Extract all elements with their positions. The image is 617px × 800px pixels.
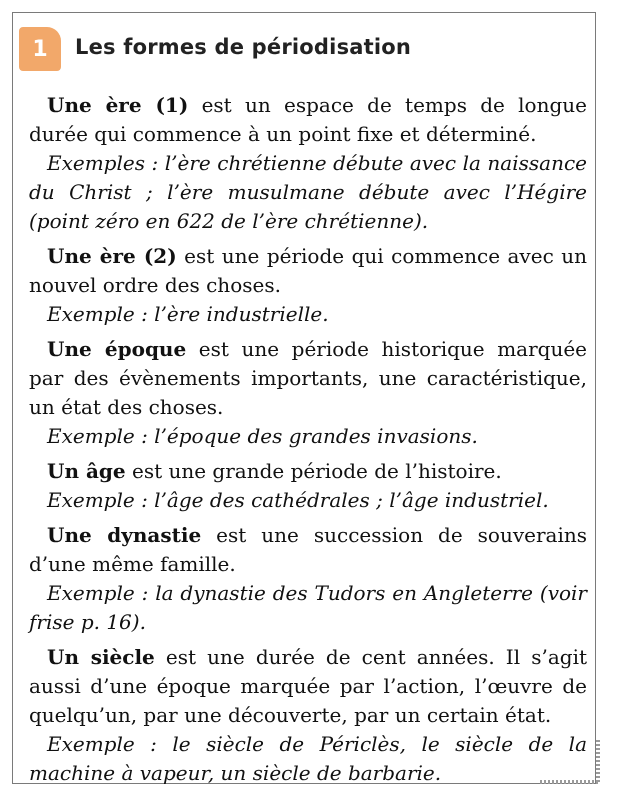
definition-paragraph <box>29 521 587 579</box>
definition-paragraph <box>29 643 587 730</box>
definitions-list <box>29 91 587 794</box>
term: Une ère (1) <box>47 93 189 117</box>
definition-text: est une période historique marquée par des évènements importants, une caractéristique, un état des choses. <box>29 337 588 419</box>
entry-ere-1 <box>29 91 587 236</box>
term: Une ère (2) <box>47 244 177 268</box>
document-frame <box>12 12 596 784</box>
definition-paragraph <box>29 335 587 422</box>
definition-text: est une durée de cent années. Il s’agit aussi d’une époque marquée par l’action, l’œuvre de quelqu’un, par une découverte, par un certain état. <box>29 645 587 727</box>
example-text: Exemple : l’époque des grandes invasions. <box>47 424 478 448</box>
term: Un siècle <box>47 645 155 669</box>
section-number: 1 <box>32 36 48 62</box>
frame-shadow-bottom <box>540 780 600 784</box>
definition-paragraph <box>29 242 587 300</box>
definition-text: est une période qui commence avec un nouvel ordre des choses. <box>29 244 587 297</box>
term: Une époque <box>47 337 187 361</box>
frame-shadow-right <box>596 740 600 784</box>
entry-dynastie <box>29 521 587 637</box>
entry-age <box>29 457 587 515</box>
example-text: Exemple : la dynastie des Tudors en Angleterre (voir frise p. 16). <box>29 581 587 634</box>
term: Un âge <box>47 459 126 483</box>
entry-ere-2 <box>29 242 587 329</box>
definition-text: est une grande période de l’histoire. <box>125 459 502 483</box>
term: Une dynastie <box>47 523 202 547</box>
example-text: Exemple : l’âge des cathédrales ; l’âge industriel. <box>47 488 549 512</box>
example-text: Exemple : l’ère industrielle. <box>47 302 329 326</box>
definition-paragraph <box>29 91 587 149</box>
definition-text: est une succession de souverains d’une même famille. <box>29 523 587 576</box>
entry-siecle <box>29 643 587 788</box>
example-text: Exemples : l’ère chrétienne débute avec la naissance du Christ ; l’ère musulmane débute avec l’Hégire (point zéro en 622 de l’ère chrétienne). <box>29 151 587 233</box>
entry-epoque <box>29 335 587 451</box>
definition-text: est un espace de temps de longue durée qui commence à un point fixe et déterminé. <box>29 93 587 146</box>
section-number-badge <box>19 27 61 71</box>
example-text: Exemple : le siècle de Périclès, le siècle de la machine à vapeur, un siècle de barbarie. <box>29 732 587 785</box>
section-header <box>13 13 595 71</box>
section-title: Les formes de périodisation <box>75 35 412 59</box>
definition-paragraph <box>29 457 587 486</box>
